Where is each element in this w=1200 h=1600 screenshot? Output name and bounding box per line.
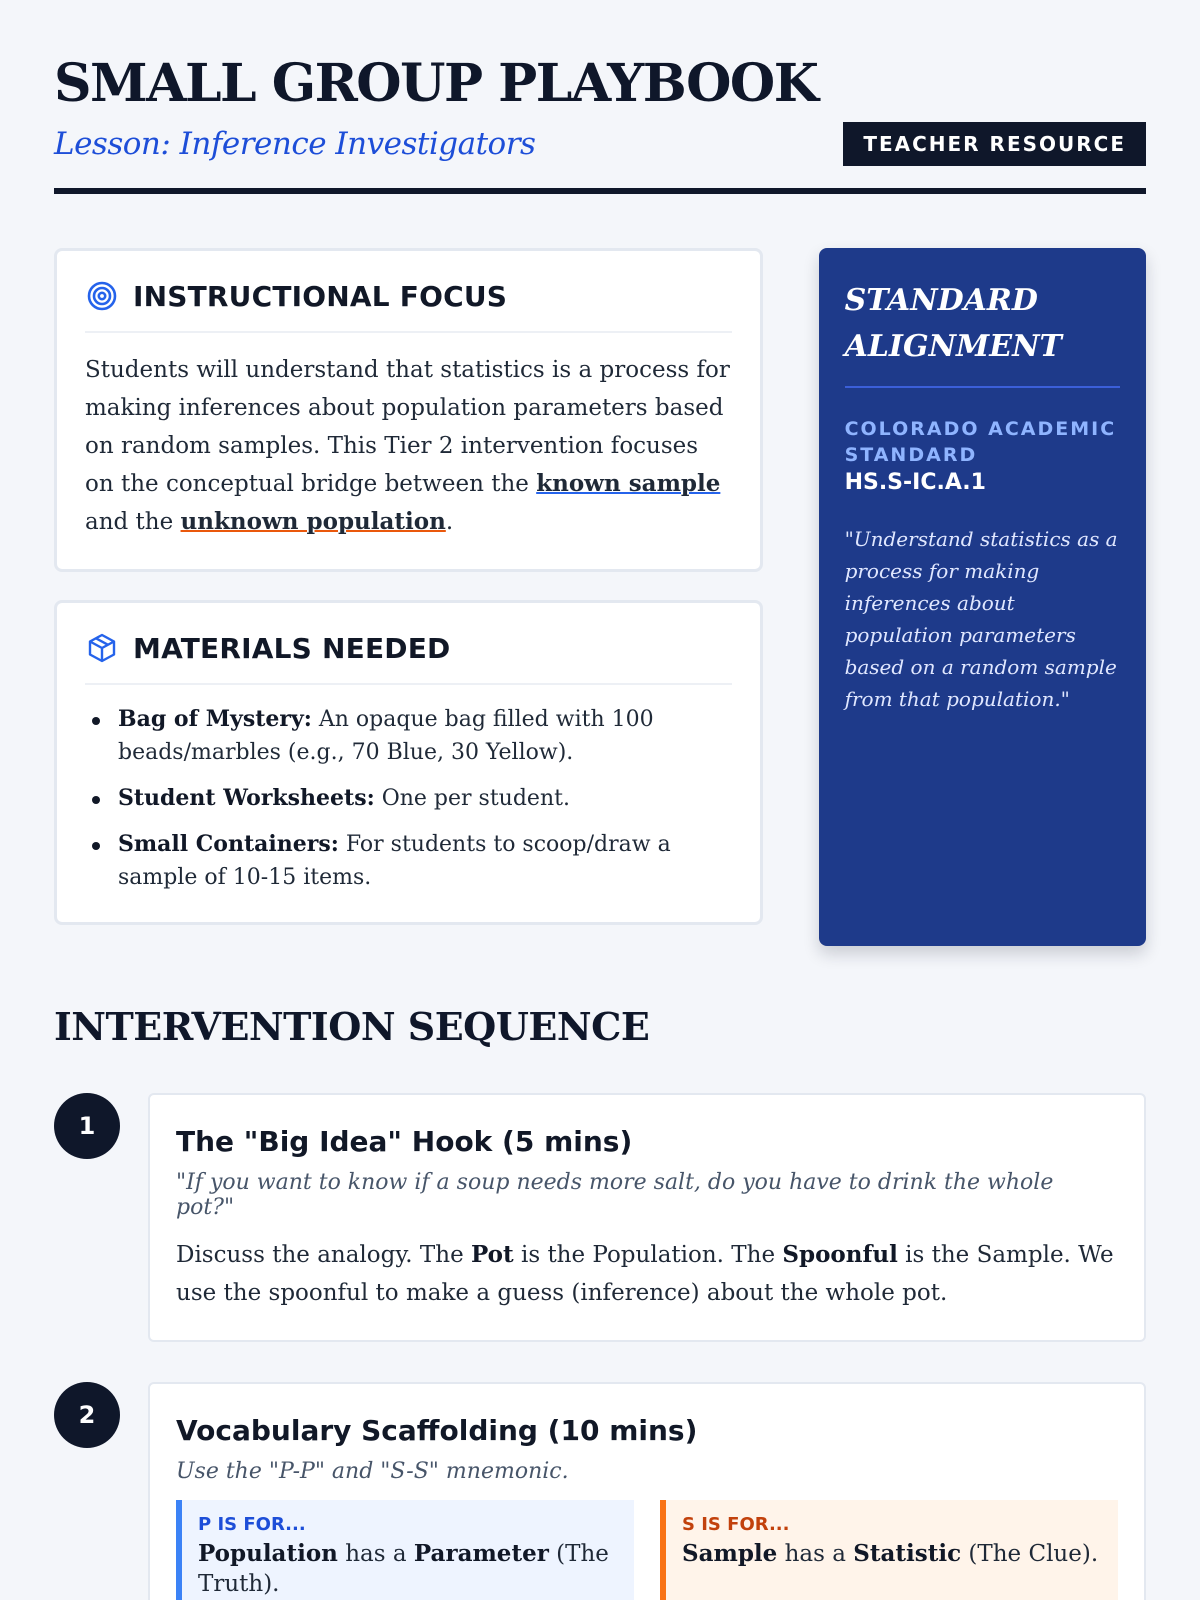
material-text: An opaque bag filled with 100 beads/marbles (e.g., 70 Blue, 30 Yellow). [118, 707, 654, 766]
step-keyword: Pot [471, 1241, 514, 1269]
standard-quote: "Understand statistics as a process for making inferences about population parameters based on a random sample from that population." [844, 527, 1118, 712]
step-title: Vocabulary Scaffolding (10 mins) [176, 1414, 698, 1448]
focus-text-part: and the [85, 509, 181, 536]
material-text: One per student. [374, 786, 570, 812]
lesson-subtitle: Lesson: Inference Investigators [54, 126, 536, 163]
standard-alignment-card [819, 248, 1146, 946]
header-rule [54, 188, 1146, 194]
focus-card-header [85, 279, 732, 333]
step-quote: "If you want to know if a soup needs more salt, do you have to drink the whole pot?" [176, 1170, 1054, 1221]
mnemonic-p-box [176, 1500, 634, 1600]
target-icon [85, 279, 119, 313]
material-text: For students to scoop/draw a sample of 10-15 items. [118, 832, 671, 891]
sequence-title: INTERVENTION SEQUENCE [54, 1004, 650, 1050]
mnemonic-label: P IS FOR... [198, 1514, 306, 1536]
list-item [85, 782, 732, 815]
focus-title: INSTRUCTIONAL FOCUS [133, 279, 508, 313]
focus-text-part: . [445, 509, 454, 536]
mnemonic-text-part: has a [337, 1541, 414, 1568]
step-quote: Use the "P-P" and "S-S" mnemonic. [176, 1459, 569, 1485]
focus-text [85, 351, 732, 541]
list-item [85, 703, 732, 769]
step-text-part: Discuss the analogy. The [176, 1242, 471, 1269]
sequence-step-2 [54, 1382, 1146, 1600]
intervention-sequence [54, 1004, 1146, 1600]
mnemonic-text [198, 1539, 616, 1599]
mnemonic-s-box [660, 1500, 1118, 1600]
materials-title: MATERIALS NEEDED [133, 631, 451, 665]
page-header [54, 55, 1146, 194]
page-title: SMALL GROUP PLAYBOOK [54, 53, 818, 114]
mnemonic-keyword: Population [198, 1540, 338, 1568]
mnemonic-grid [176, 1500, 1118, 1600]
materials-card-header [85, 631, 732, 685]
cube-icon [85, 631, 119, 665]
mnemonic-text-part: (The Truth). [198, 1541, 609, 1598]
list-item [85, 828, 732, 894]
material-label: Student Worksheets: [118, 785, 375, 812]
left-column [54, 248, 763, 946]
mnemonic-text-part: (The Clue). [961, 1541, 1099, 1568]
subtitle-row [54, 122, 1146, 166]
materials-list [85, 703, 732, 894]
step-text-part: is the Sample. We use the spoonful to make a guess (inference) about the whole pot. [176, 1242, 1114, 1307]
focus-text-part: Students will understand that statistics is a process for making inferences about population parameters based on random samples. This Tier 2 intervention focuses on the conceptual bridge between the [85, 357, 730, 498]
mnemonic-text [682, 1539, 1100, 1569]
unknown-population-emphasis: unknown population [180, 508, 446, 536]
step-text-part: is the Population. The [513, 1242, 783, 1269]
standard-label: COLORADO ACADEMIC STANDARD [844, 418, 1117, 467]
known-sample-emphasis: known sample [536, 470, 721, 498]
mnemonic-keyword: Parameter [413, 1540, 549, 1568]
material-label: Small Containers: [118, 831, 339, 858]
sequence-step-1 [54, 1093, 1146, 1342]
mnemonic-text-part: has a [777, 1541, 854, 1568]
mnemonic-keyword: Sample [682, 1540, 778, 1568]
materials-card [54, 600, 763, 925]
step-number: 2 [54, 1382, 120, 1448]
instructional-focus-card [54, 248, 763, 572]
step-keyword: Spoonful [782, 1241, 898, 1269]
top-grid [54, 248, 1146, 946]
material-label: Bag of Mystery: [118, 706, 312, 733]
mnemonic-label: S IS FOR... [682, 1514, 790, 1536]
step-card [148, 1382, 1146, 1600]
step-body [176, 1236, 1118, 1312]
teacher-resource-badge: TEACHER RESOURCE [843, 122, 1146, 166]
standard-code: HS.S-IC.A.1 [844, 470, 986, 496]
step-card [148, 1093, 1146, 1342]
mnemonic-keyword: Statistic [853, 1540, 962, 1568]
step-number: 1 [54, 1093, 120, 1159]
step-title: The "Big Idea" Hook (5 mins) [176, 1125, 633, 1159]
standard-title: STANDARD ALIGNMENT [845, 278, 1120, 388]
